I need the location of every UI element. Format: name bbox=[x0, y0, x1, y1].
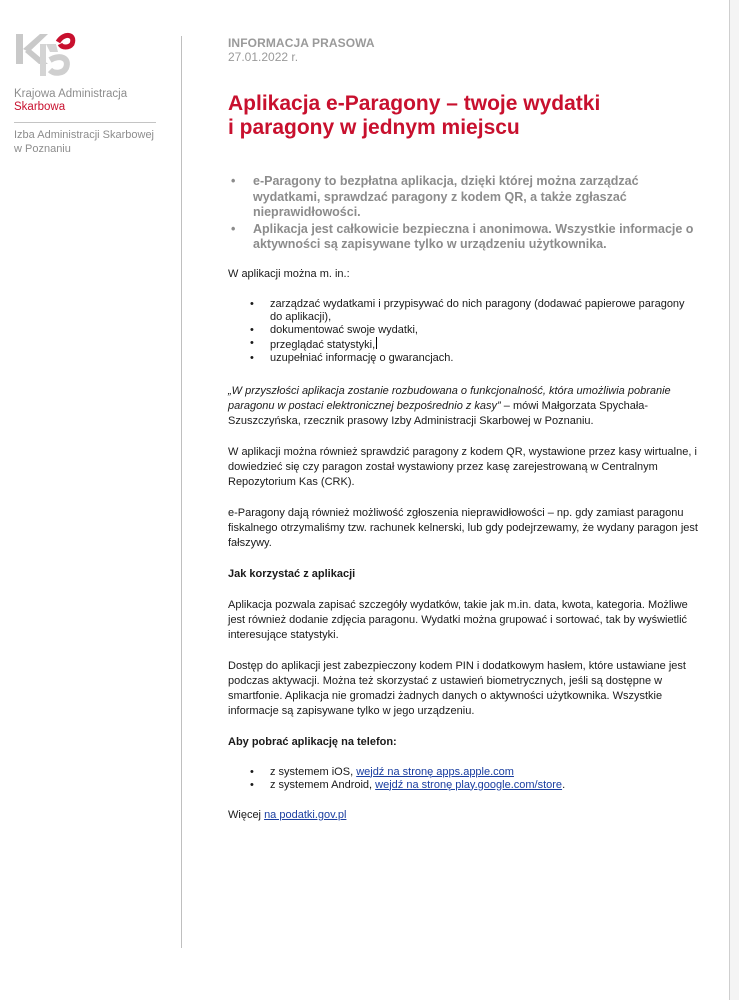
lead-list bbox=[228, 174, 698, 253]
download-heading: Aby pobrać aplikację na telefon: bbox=[228, 735, 397, 748]
sidebar bbox=[14, 30, 174, 156]
download-android-suffix: . bbox=[562, 778, 566, 791]
features-intro: W aplikacji można m. in.: bbox=[228, 267, 350, 280]
page-edge bbox=[729, 0, 739, 1000]
quote-paragraph bbox=[228, 384, 698, 429]
office-name bbox=[14, 129, 164, 156]
org-name-line1: Krajowa Administracja bbox=[14, 88, 128, 100]
usage-paragraph: Aplikacja pozwala zapisać szczegóły wydatków, takie jak m.in. data, kwota, kategoria. Możliwe jest również dodanie zdjęcia paragonu. Wydatki można grupować i sortować, tak by wyświetlić interesujące statystyki. bbox=[228, 598, 688, 641]
sidebar-divider bbox=[14, 122, 156, 123]
download-ios-prefix: z systemem iOS, bbox=[270, 765, 357, 778]
org-name-line2: Skarbowa bbox=[14, 101, 66, 113]
feature-item: • uzupełniać informację o gwarancjach. bbox=[228, 352, 698, 365]
document-title bbox=[228, 92, 668, 140]
qr-paragraph: W aplikacji można również sprawdzić paragony z kodem QR, wystawione przez kasy wirtualne, i dowiedzieć się czy paragon został wystawiony przez kasę zarejestrowaną w Centralnym Repozytorium Kas (CRK). bbox=[228, 445, 697, 488]
download-list bbox=[228, 766, 698, 792]
ios-store-link[interactable]: wejdź na stronę apps.apple.com bbox=[356, 765, 514, 778]
lead-item: • Aplikacja jest całkowicie bezpieczna i anonimowa. Wszystkie informacje o aktywności są zapisywane tylko w urządzeniu użytkownika. bbox=[228, 222, 698, 253]
report-paragraph: e-Paragony dają również możliwość zgłoszenia nieprawidłowości – np. gdy zamiast paragonu fiskalnego otrzymaliśmy tzw. rachunek kelnerski, lub gdy podejrzewamy, że wydany paragon jest fałszywy. bbox=[228, 506, 698, 549]
feature-item: • dokumentować swoje wydatki, bbox=[228, 324, 698, 337]
kas-logo bbox=[14, 30, 78, 80]
vertical-divider bbox=[181, 36, 182, 948]
download-android-prefix: z systemem Android, bbox=[270, 778, 376, 791]
download-item-ios bbox=[228, 766, 698, 779]
quote-attribution: – mówi Małgorzata Spychała-Szuszczyńska, rzecznik prasowy Izby Administracji Skarbowej w Poznaniu. bbox=[228, 399, 649, 427]
more-info-prefix: Więcej bbox=[228, 808, 265, 821]
feature-item-text: przeglądać statystyki, bbox=[270, 338, 376, 351]
title-line2: i paragony w jednym miejscu bbox=[228, 116, 520, 139]
podatki-link[interactable]: na podatki.gov.pl bbox=[264, 808, 347, 821]
lead-item: • e-Paragony to bezpłatna aplikacja, dzięki której można zarządzać wydatkami, sprawdzać paragony z kodem QR, a także zgłaszać nieprawidłowości. bbox=[228, 174, 698, 221]
office-name-line1: Izba Administracji Skarbowej bbox=[14, 129, 155, 141]
office-name-line2: w Poznaniu bbox=[14, 142, 71, 155]
quote-text: „W przyszłości aplikacja zostanie rozbudowana o funkcjonalność, która umożliwia pobranie paragonu w postaci elektronicznej bezpośrednio z kasy” bbox=[228, 384, 671, 412]
feature-item bbox=[228, 337, 698, 352]
access-paragraph: Dostęp do aplikacji jest zabezpieczony kodem PIN i dodatkowym hasłem, które ustawiane jest podczas aktywacji. Można też skorzystać z ustawień biometrycznych, jeśli są dostępne w smartfonie. Aplikacja nie gromadzi żadnych danych o aktywności użytkownika. Wszystkie informacje są zapisywane tylko w jego urządzeniu. bbox=[228, 659, 686, 717]
howto-heading: Jak korzystać z aplikacji bbox=[228, 567, 356, 580]
more-info bbox=[228, 808, 698, 823]
document-body bbox=[228, 36, 698, 823]
android-store-link[interactable]: wejdź na stronę play.google.com/store bbox=[375, 778, 563, 791]
features-list bbox=[228, 298, 698, 365]
title-line1: Aplikacja e-Paragony – twoje wydatki bbox=[228, 92, 601, 115]
press-release-label: INFORMACJA PRASOWA bbox=[228, 36, 375, 50]
download-item-android bbox=[228, 779, 698, 792]
feature-item: • zarządzać wydatkami i przypisywać do nich paragony (dodawać papierowe paragony do aplikacji), bbox=[228, 298, 698, 324]
text-cursor bbox=[376, 337, 377, 349]
release-date: 27.01.2022 r. bbox=[228, 50, 299, 64]
